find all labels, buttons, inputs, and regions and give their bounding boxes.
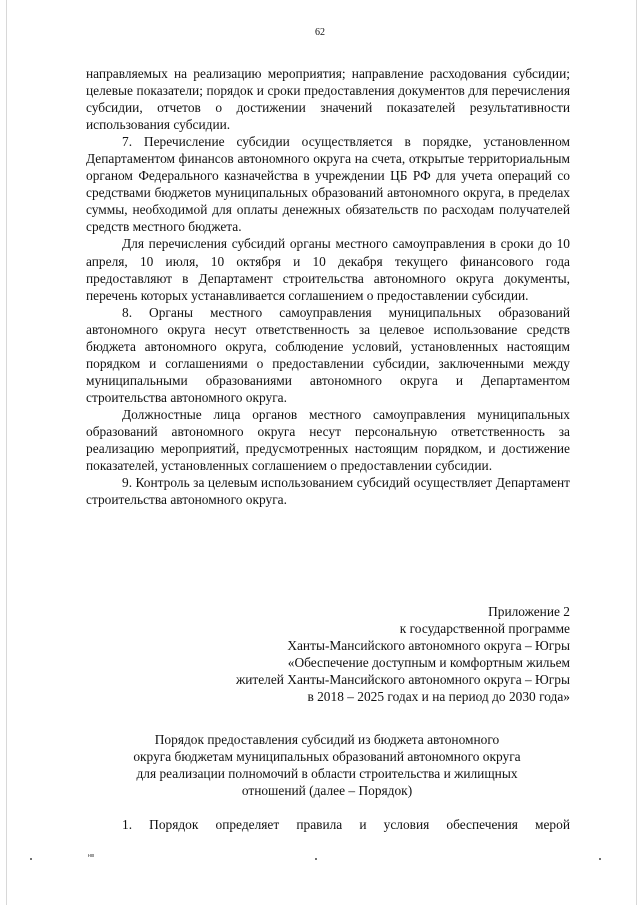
appendix-header [150,603,570,706]
paragraph-3: Для перечисления субсидий органы местного самоуправления в сроки до 10 апреля, 10 июля, 10 октября и 10 декабря текущего финансового года предоставляют в Департамент строительства автономного округа документы, перечень которых устанавливается соглашением о предоставлении субсидии. [86,236,570,303]
appendix-line-5: жителей Ханты-Мансийского автономного округа – Югры [235,672,570,688]
section-title [80,731,574,799]
text-block-main [86,65,570,508]
scan-speck [315,858,317,860]
appendix-line-4: «Обеспечение доступным и комфортным жильем [287,655,570,671]
appendix-line-2: к государственной программе [399,621,570,637]
paragraph-4: 8. Органы местного самоуправления муниципальных образований автономного округа несут ответственность за целевое использование средств бюджета автономного округа, соблюдение условий, установленных настоящим порядком и соглашениями о предоставлении субсидии, заключенными между муниципальными образованиями автономного округа и Департаментом строительства автономного округа. [86,304,570,405]
paragraph-last: 1. Порядок определяет правила и условия обеспечения мерой [122,817,570,832]
scan-speck [30,858,32,860]
title-line-1: Порядок предоставления субсидий из бюджета автономного [154,732,500,747]
scan-speck [599,858,601,860]
page-edge-left [6,0,7,905]
paragraph-5: Должностные лица органов местного самоуправления муниципальных образований автономного округа несут персональную ответственность за реализацию мероприятий, предусмотренных настоящим порядком, и достижение показателей, установленных соглашением о предоставлении субсидии. [86,406,570,474]
paragraph-6: 9. Контроль за целевым использованием субсидий осуществляет Департамент строительства автономного округа. [86,475,570,508]
appendix-line-6: в 2018 – 2025 годах и на период до 2030 года» [307,689,570,705]
page-edge-right [636,0,637,905]
appendix-line-1: Приложение 2 [488,604,570,619]
footer-code: нв [88,853,95,859]
title-line-4: отношений (далее – Порядок) [241,783,413,799]
title-line-3: для реализации полномочий в области строительства и жилищных [136,766,518,782]
page-number: 62 [315,27,325,38]
paragraph-1: направляемых на реализацию мероприятия; направление расходования субсидии; целевые показатели; порядок и сроки предоставления документов для перечисления субсидии, отчетов о достижении значений показателей результативности использования субсидии. [86,66,570,133]
paragraph-2: 7. Перечисление субсидии осуществляется в порядке, установленном Департаментом финансов автономного округа на счета, открытые территориальным органом Федерального казначейства в учреждении ЦБ РФ для учета операций со средствами бюджетов муниципальных образований автономного округа, в пределах суммы, необходимой для оплаты денежных обязательств по расходам получателей средств местного бюджета. [86,134,570,235]
title-line-2: округа бюджетам муниципальных образований автономного округа [133,749,521,765]
appendix-line-3: Ханты-Мансийского автономного округа – Югры [287,638,570,654]
